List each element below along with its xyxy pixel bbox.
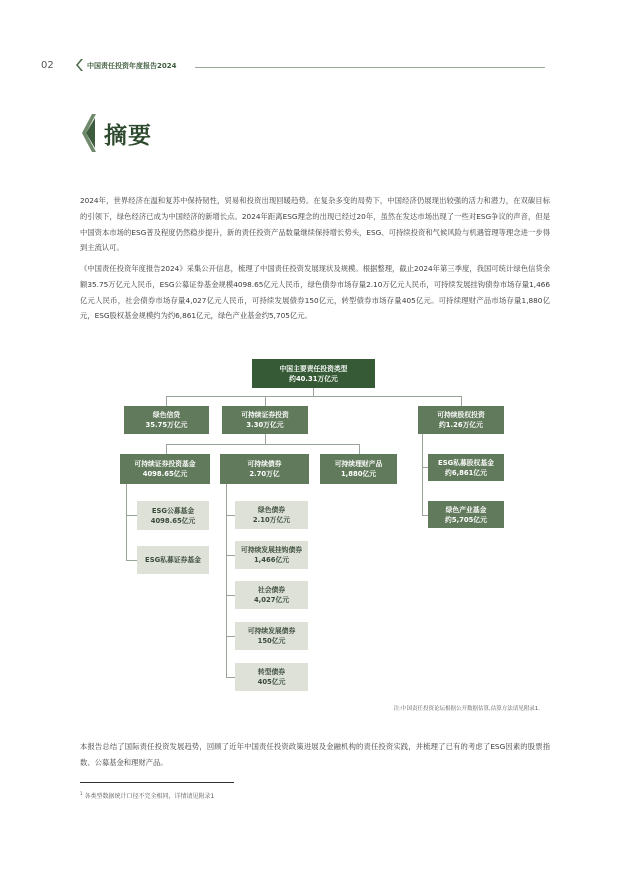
report-header-title: 中国责任投资年度报告2024 [87, 62, 177, 70]
node-label: 可持续债券 [247, 460, 282, 468]
node-label: 可持续发展挂钩债券 [240, 546, 303, 554]
sd-bonds-node [235, 622, 308, 650]
connector [265, 396, 266, 406]
node-label: ESG公募基金 [151, 506, 195, 515]
connector [126, 560, 137, 561]
chevron-left-icon [80, 114, 96, 152]
connector [226, 515, 235, 516]
connector [265, 434, 266, 444]
node-label: 可持续发展债券 [247, 627, 296, 635]
header-divider [195, 67, 545, 68]
connector [461, 396, 462, 406]
chevron-left-icon [75, 59, 83, 71]
node-value: 1,466亿元 [253, 556, 290, 564]
section-title: 摘要 [104, 123, 152, 149]
intro-paragraph: 2024年，世界经济在温和复苏中保持韧性，贸易和投资出现回暖趋势。在复杂多变的局势下，中国经济仍展现出较强的活力和潜力，在双碳目标的引领下，绿色经济已成为中国经济的新增长点。2024年距离ESG理念的出现已经过20年，虽然在发达市场出现了一些对ESG争议的声音，但是中国资本市场的ESG普及程度仍然稳步提升，新的责任投资产品数量继续保持增长势头，ESG、可持续投资和气候风险与机遇管理等理念进一步得到主流认可。 [80, 196, 550, 253]
node-label: 可持续证券投资基金 [134, 460, 196, 468]
node-label: 可持续股权投资 [437, 411, 485, 419]
securities-funds-node [120, 454, 210, 484]
connector [166, 396, 462, 397]
connector [126, 484, 127, 560]
connector [313, 388, 314, 396]
connector [226, 484, 227, 677]
esg-pe-fund-node [428, 454, 504, 481]
node-value: 3.30万亿元 [246, 421, 284, 429]
connector [422, 434, 423, 515]
node-value: 4,027亿元 [253, 596, 290, 604]
node-value: 1,880亿元 [340, 470, 377, 478]
connector [226, 636, 235, 637]
footnote [80, 791, 214, 800]
green-credit-node [124, 406, 209, 434]
sustainable-securities-node [222, 406, 308, 434]
sustainable-bonds-node [220, 454, 309, 484]
connector [226, 595, 235, 596]
node-label: 中国主要责任投资类型 [279, 364, 348, 373]
node-label: 社会债券 [257, 586, 286, 594]
node-value: 35.75万亿元 [145, 421, 188, 429]
slb-bonds-node [235, 541, 308, 569]
wealth-products-node [320, 454, 397, 484]
node-value: 4098.65亿元 [150, 516, 196, 525]
connector [126, 515, 137, 516]
node-value: 4098.65亿元 [142, 470, 188, 478]
summary-paragraph: 本报告总结了国际责任投资发展趋势，回顾了近年中国责任投资政策进展及金融机构的责任投资实践，并梳理了已有的考虑了ESG因素的股票指数、公募基金和理财产品。 [80, 742, 550, 767]
node-label: ESG私募股权基金 [438, 458, 494, 467]
footnote-text: 各类型数据统计口径不完全相同，详情请见附录1 [84, 793, 215, 800]
node-value: 2.70万亿 [249, 470, 280, 478]
scale-paragraph: 《中国责任投资年度报告2024》采集公开信息，梳理了中国责任投资发展现状及规模。根据整理，截止2024年第三季度，我国可统计绿色信贷余额35.75万亿元人民币，ESG公募证券基金规模4098.65亿元人民币，绿色债券市场存量2.10万亿元人民币，可持续发展挂钩债券市场存量1,466亿元人民币，社会债券市场存量4,027亿元人民币，可持续发展债券150亿元，转型债券市场存量405亿元。可持续理财产品市场存量1,880亿元，ESG股权基金规模约为约6,861亿元，绿色产业基金约5,705亿元。 [80, 264, 550, 321]
green-industry-fund-node [428, 501, 504, 528]
node-label: 绿色债券 [257, 506, 286, 514]
connector [226, 555, 235, 556]
sustainable-equity-node [418, 406, 504, 434]
node-value: 约40.31万亿元 [289, 374, 338, 383]
connector [359, 444, 360, 454]
node-label: 转型债券 [257, 668, 286, 676]
node-value: 约6,861亿元 [445, 468, 487, 477]
node-label: 可持续证券投资 [241, 411, 289, 419]
node-value: 约5,705亿元 [445, 515, 487, 524]
connector [226, 677, 235, 678]
connector [166, 444, 359, 445]
transition-bonds-node [235, 663, 308, 691]
connector [166, 444, 167, 454]
node-label: ESG私募证券基金 [145, 556, 201, 564]
node-value: 2.10万亿元 [252, 516, 291, 524]
node-value: 405亿元 [257, 678, 286, 686]
esg-private-fund-node [137, 546, 209, 574]
footnote-divider [80, 782, 234, 783]
page-number: 02 [41, 60, 54, 71]
node-value: 150亿元 [257, 637, 286, 645]
node-value: 约1.26万亿元 [439, 421, 483, 429]
green-bonds-node [235, 501, 308, 529]
node-label: 可持续理财产品 [334, 460, 383, 468]
esg-public-fund-node [137, 501, 209, 530]
footnote-marker: 1 [80, 791, 83, 796]
node-label: 绿色产业基金 [445, 505, 487, 514]
social-bonds-node [235, 581, 308, 609]
chart-note: 注:中国责任投资论坛根据公开数据估算,估算方法请见附录1. [393, 706, 540, 712]
node-label: 绿色信贷 [152, 411, 181, 419]
chart-root-node [252, 359, 375, 388]
connector [166, 396, 167, 406]
